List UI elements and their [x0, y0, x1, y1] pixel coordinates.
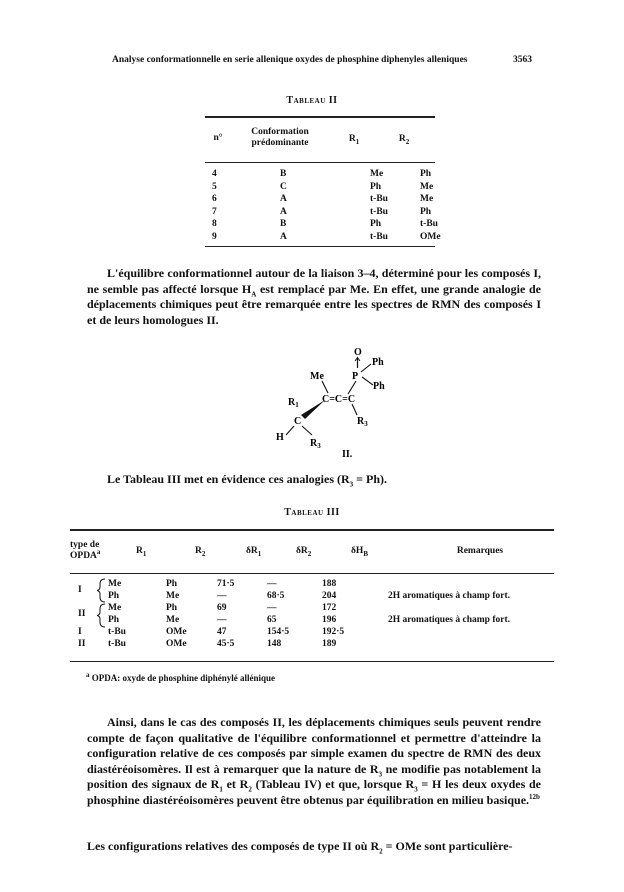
table3-cell-dhb: 192·5: [322, 627, 345, 637]
table3-col-dr2-text: δR: [296, 546, 308, 556]
structure-r3-right-text: R: [357, 416, 365, 427]
table3-cell-type: I: [78, 585, 82, 595]
structure-r3-right: [357, 416, 368, 428]
table3-cell-r1: Me: [108, 579, 122, 589]
table2-col-r1: [342, 134, 366, 145]
table2-cell-r2: Me: [420, 181, 434, 192]
table3-col-dr1-text: δR: [246, 546, 258, 556]
table2-cell-conf: B: [280, 219, 287, 229]
paragraph-3-part-b: ne modifie pas notablement la position des signaux de R: [87, 761, 542, 791]
table3-cell-type: II: [78, 639, 86, 649]
structure-c-r3-bottom-bond: [302, 426, 312, 435]
paragraph-2: [107, 472, 527, 488]
table2-cell-r2: Ph: [420, 206, 432, 217]
table2-cell-n: 7: [212, 206, 217, 217]
table2-col-conformation-line2: prédominante: [251, 138, 309, 148]
table3-caption: Tableau III: [284, 507, 340, 518]
table2-cell-n: 8: [212, 219, 217, 229]
structure-p-ph-bond-top: [361, 364, 371, 372]
table3-row: [78, 614, 558, 626]
structure-ph-mid: Ph: [373, 381, 385, 392]
table2-bottom-rule: [205, 246, 435, 247]
table2-col-r2-sub: 2: [405, 137, 410, 146]
table3-cell-r1: Me: [108, 603, 122, 613]
table3-cell-dr1: 47: [217, 627, 227, 637]
table3-head-rule: [70, 573, 554, 574]
table2-top-rule: [205, 116, 435, 118]
table2-col-conformation-line1: Conformation: [251, 127, 309, 137]
table2-caption: Tableau II: [286, 95, 338, 106]
structure-wedge-bond: [301, 400, 325, 419]
table3-cell-dhb: 204: [322, 591, 337, 601]
structure-p-c-bond: [348, 381, 356, 394]
paragraph-4-part-b: = OMe sont particulière-: [382, 839, 513, 853]
table3-cell-r2: Me: [166, 615, 180, 625]
structure-carbon: C: [294, 416, 302, 427]
table3-cell-dr1: 45·5: [217, 639, 235, 649]
table3-row: [78, 590, 558, 602]
table3-cell-dr2: —: [267, 579, 277, 589]
structure-methyl: Me: [310, 371, 324, 382]
table3-cell-dr1: —: [217, 615, 227, 625]
table2-cell-conf: B: [280, 169, 287, 179]
table2-col-r2-text: R: [398, 134, 406, 144]
table2-col-conformation: [240, 127, 320, 149]
table2-cell-n: 9: [212, 231, 217, 242]
structure-r3-bottom-sub: 3: [317, 442, 321, 450]
paragraph-2-part-a: Le Tableau III met en évidence ces analogies (R: [107, 472, 350, 486]
table2-cell-r1: Ph: [370, 219, 382, 229]
table3-col-type-line2-text: OPDA: [70, 551, 97, 561]
paragraph-3-sub-a: 3: [378, 769, 383, 778]
table3-cell-type: I: [78, 627, 82, 637]
paragraph-3: [87, 715, 541, 808]
paragraph-2-part-b: = Ph).: [353, 472, 388, 486]
table2-row: [212, 218, 470, 231]
table3-cell-rem: [388, 602, 558, 614]
table2-cell-n: 6: [212, 194, 217, 204]
table3-col-remarques: Remarques: [456, 546, 504, 556]
table3-footnote-mark: a: [86, 671, 90, 679]
table2-body: [212, 168, 470, 243]
table2-cell-conf: A: [280, 194, 287, 204]
table2-row: [212, 206, 470, 219]
table3-col-dr1: [246, 546, 276, 557]
paragraph-2-sub-a: 3: [349, 480, 354, 489]
table3-cell-r1: Ph: [108, 591, 120, 601]
paragraph-1-sub-a: A: [251, 289, 257, 298]
table2-cell-r2: Me: [420, 194, 434, 204]
paragraph-3-part-c: et R: [222, 777, 249, 791]
table2-col-no: n°: [213, 133, 223, 143]
table3-footnote-text: OPDA: oxyde de phosphine diphénylé allénique: [89, 673, 276, 683]
table3-cell-dr2: 68·5: [267, 591, 285, 601]
table3-cell-r2: Ph: [166, 603, 178, 613]
structure-c-h-bond: [286, 426, 294, 435]
table3-cell-dr2: 154·5: [267, 627, 290, 637]
structure-r3-bottom: [310, 438, 321, 450]
page-number: 3563: [513, 55, 532, 65]
structure-c-r3-bond: [352, 404, 357, 415]
structure-label: II.: [342, 449, 353, 460]
paragraph-4: [87, 839, 541, 855]
table2-cell-conf: A: [280, 206, 287, 217]
table3-col-type-sup: a: [96, 547, 101, 556]
table2-row: [212, 231, 470, 244]
header-title: Analyse conformationnelle en serie allenique oxydes de phosphine diphenyles alleniques: [112, 55, 468, 65]
table3-bottom-rule: [70, 661, 554, 662]
table3-footnote: [86, 673, 275, 683]
table3-cell-dhb: 196: [322, 615, 337, 625]
table3-body: [78, 578, 558, 650]
structure-r1: [288, 397, 299, 409]
table3-top-rule: [70, 529, 554, 531]
table3-col-dr2-sub: 2: [307, 549, 312, 558]
paragraph-3-sub-c: 2: [248, 785, 252, 794]
table3-cell-r2: OMe: [166, 627, 187, 637]
table3-col-dr2: [296, 546, 326, 557]
paragraph-3-part-d: (Tableau IV) et que, lorsque R: [251, 777, 415, 791]
table2-cell-r2: Ph: [420, 169, 432, 179]
table3-cell-r1: Ph: [108, 615, 120, 625]
table3-cell-dr2: —: [267, 603, 277, 613]
structure-ii-diagram: [230, 336, 430, 476]
table2-cell-r1: t-Bu: [370, 206, 388, 217]
structure-r3-bottom-text: R: [310, 438, 318, 449]
table3-cell-dr2: 148: [267, 639, 282, 649]
paragraph-4-part-a: Les configurations relatives des composés de type II où R: [87, 839, 380, 853]
table2-col-r1-text: R: [348, 134, 356, 144]
structure-r1-text: R: [288, 397, 296, 408]
table3-row: [78, 626, 558, 638]
table3-cell-dr1: —: [217, 591, 227, 601]
table3-cell-rem: [388, 638, 558, 650]
structure-p-ph-bond-mid: [362, 377, 373, 385]
table3-cell-r2: Ph: [166, 579, 178, 589]
table3-cell-rem: [388, 578, 558, 590]
table3-cell-dhb: 172: [322, 603, 337, 613]
structure-hydrogen: H: [276, 432, 284, 443]
table2-col-r1-sub: 1: [355, 137, 360, 146]
table2-cell-r1: t-Bu: [370, 231, 388, 242]
table3-col-r1: [136, 546, 158, 557]
table3-col-dhb: [351, 546, 381, 557]
structure-r3-right-sub: 3: [364, 420, 368, 428]
paragraph-4-sub-a: 2: [379, 847, 383, 856]
table2-cell-r2: OMe: [420, 231, 441, 242]
table3-col-r1-sub: 1: [142, 549, 147, 558]
table3-col-type-line1: type de: [70, 540, 100, 550]
structure-r1-sub: 1: [295, 401, 299, 409]
structure-phosphorus: P: [352, 371, 359, 382]
table2-row: [212, 193, 470, 206]
structure-oxygen: O: [354, 347, 362, 358]
table3-cell-dhb: 189: [322, 639, 337, 649]
table2-cell-conf: A: [280, 231, 287, 242]
table3-cell-rem: 2H aromatiques à champ fort.: [388, 591, 510, 601]
table2-cell-r1: Me: [370, 169, 384, 179]
table2-cell-r1: t-Bu: [370, 194, 388, 204]
paragraph-3-sub-b: 1: [219, 785, 223, 794]
table3-cell-dr2: 65: [267, 615, 277, 625]
table3-cell-dhb: 188: [322, 579, 337, 589]
table3-col-dhb-text: δH: [351, 546, 364, 556]
table3-row: [78, 602, 558, 614]
paragraph-3-part-e: = H les deux oxydes de phosphine diastéréoisomères peuvent être obtenus par équilibration en milieu basique.: [87, 777, 541, 807]
table2-cell-conf: C: [280, 181, 287, 192]
paragraph-1-part-a: L'équilibre conformationnel autour de la liaison 3–4, déterminé pour les composés I, ne semble pas affecté lorsque H: [87, 266, 541, 296]
table3-col-r2-sub: 2: [201, 549, 206, 558]
table3-cell-r2: OMe: [166, 639, 187, 649]
paragraph-3-sup-e: 12b: [529, 792, 540, 801]
paragraph-1-part-b: est remplacé par Me. En effet, une grande analogie de déplacements chimiques peut être remarquée entre les spectres de RMN des composés I et de leurs homologues II.: [87, 281, 541, 327]
structure-me-c-bond: [322, 381, 328, 393]
structure-ph-top: Ph: [372, 357, 384, 368]
table3-cell-type: II: [78, 609, 86, 619]
table2-cell-n: 4: [212, 169, 217, 179]
table3-cell-dr1: 69: [217, 603, 227, 613]
table3-cell-dr1: 71·5: [217, 579, 235, 589]
table3-col-dr1-sub: 1: [257, 549, 262, 558]
paragraph-1: [87, 266, 541, 328]
table2-head-rule: [205, 162, 435, 163]
table3-cell-r1: t-Bu: [108, 639, 126, 649]
table2-row: [212, 181, 470, 194]
structure-allene: C=C=C: [322, 394, 356, 405]
table3-cell-r2: Me: [166, 591, 180, 601]
paragraph-3-sub-d: 3: [414, 785, 418, 794]
table3-cell-rem: [388, 626, 558, 638]
table3-col-type-line2: [70, 547, 110, 562]
table2-cell-r1: Ph: [370, 181, 382, 192]
table3-row: [78, 638, 558, 650]
paragraph-3-part-a: Ainsi, dans le cas des composés II, les déplacements chimiques seuls peuvent rendre compte de façon qualitative de l'équilibre conformationnel et permettre d'atteindre la configuration relative de ces composés par simple examen du spectre de RMN des deux diastéréoisomères. Il est à remarquer que la nature de R: [87, 715, 541, 776]
table2-row: [212, 168, 470, 181]
table3-col-r2-text: R: [195, 546, 202, 556]
table3-col-r1-text: R: [136, 546, 143, 556]
table3-col-dhb-sub: B: [363, 549, 368, 558]
table3-col-type: [70, 540, 110, 562]
table2-cell-n: 5: [212, 181, 217, 192]
table2-cell-r2: t-Bu: [420, 219, 438, 229]
table3-cell-rem: 2H aromatiques à champ fort.: [388, 615, 510, 625]
table3-col-r2: [195, 546, 217, 557]
table3-cell-r1: t-Bu: [108, 627, 126, 637]
table2-col-r2: [392, 134, 416, 145]
table3-row: [78, 578, 558, 590]
